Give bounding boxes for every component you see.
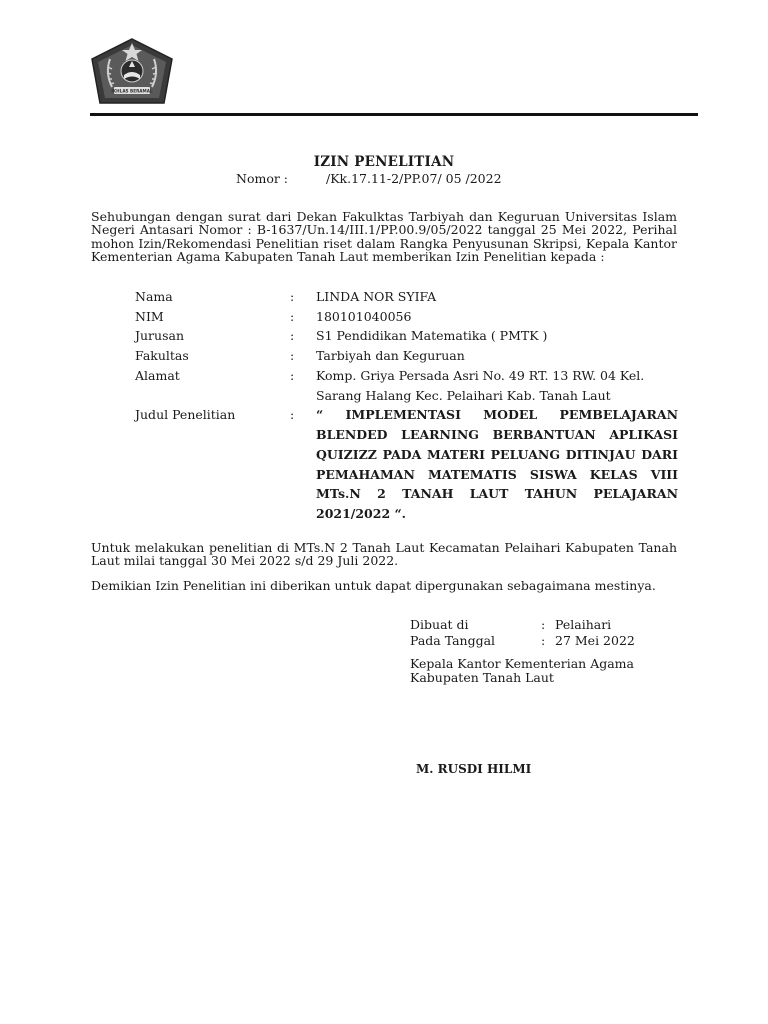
signature-place-date	[410, 617, 635, 649]
letter-number-value: /Kk.17.11-2/PP.07/ 05 /2022	[326, 171, 502, 186]
logo-motto: IKHLAS BERAMAL	[111, 88, 153, 94]
field-label: Nama	[135, 289, 173, 304]
signature-date-row	[410, 633, 635, 649]
place-colon: :	[541, 617, 546, 632]
signature-place-row	[410, 617, 635, 633]
field-colon: :	[290, 328, 295, 344]
field-label: Alamat	[135, 367, 180, 383]
field-row-nim	[135, 307, 678, 327]
field-row-judul-penelitian	[135, 405, 678, 524]
field-label: Jurusan	[135, 328, 185, 344]
field-row-nama	[135, 287, 678, 307]
date-colon: :	[541, 633, 546, 648]
letter-number-label: Nomor :	[236, 171, 289, 186]
date-label: Pada Tanggal	[410, 633, 496, 648]
signer-name: M. RUSDI HILMI	[416, 762, 532, 776]
field-value: 180101040056	[316, 308, 412, 324]
field-value: Tarbiyah dan Keguruan	[316, 348, 465, 364]
field-label: NIM	[135, 308, 164, 324]
place-label: Dibuat di	[410, 617, 469, 632]
field-label: Judul Penelitian	[135, 407, 236, 423]
office-line-1: Kepala Kantor Kementerian Agama	[410, 656, 634, 671]
field-value: LINDA NOR SYIFA	[316, 289, 437, 304]
field-colon: :	[290, 289, 295, 304]
kementerian-agama-emblem-icon	[88, 37, 176, 107]
recipient-details	[135, 287, 678, 524]
field-colon: :	[290, 308, 295, 324]
office-line-2: Kabupaten Tanah Laut	[410, 670, 554, 685]
place-value: Pelaihari	[555, 617, 612, 632]
field-colon: :	[290, 407, 295, 423]
field-row-alamat	[135, 366, 678, 405]
opening-paragraph: Sehubungan dengan surat dari Dekan Fakulktas Tarbiyah dan Keguruan Universitas Islam Negeri Antasari Nomor : B-1637/Un.14/III.1/PP.00.9/05/2022 tanggal 25 Mei 2022, Perihal mohon Izin/Rekomendasi Penelitian riset dalam Rangka Penyusunan Skripsi, Kepala Kantor Kementerian Agama Kabupaten Tanah Laut memberikan Izin Penelitian kepada :	[91, 209, 677, 265]
field-label: Fakultas	[135, 348, 189, 364]
date-value: 27 Mei 2022	[555, 633, 635, 648]
document-title: IZIN PENELITIAN	[313, 154, 455, 170]
signatory-office	[410, 657, 634, 685]
header-divider	[90, 113, 698, 116]
field-colon: :	[290, 367, 295, 383]
field-value: Komp. Griya Persada Asri No. 49 RT. 13 RW. 04 Kel. Sarang Halang Kec. Pelaihari Kab. Tanah Laut	[316, 367, 645, 403]
closing-paragraph: Demikian Izin Penelitian ini diberikan untuk dapat dipergunakan sebagaimana mestinya.	[91, 578, 656, 593]
purpose-paragraph: Untuk melakukan penelitian di MTs.N 2 Tanah Laut Kecamatan Pelaihari Kabupaten Tanah Laut milai tanggal 30 Mei 2022 s/d 29 Juli 2022.	[91, 540, 677, 569]
field-row-jurusan	[135, 326, 678, 346]
field-value: S1 Pendidikan Matematika ( PMTK )	[316, 328, 548, 344]
field-row-fakultas	[135, 346, 678, 366]
research-title: “ IMPLEMENTASI MODEL PEMBELAJARAN BLENDED LEARNING BERBANTUAN APLIKASI QUIZIZZ PADA MATERI PELUANG DITINJAU DARI PEMAHAMAN MATEMATIS SISWA KELAS VIII MTs.N 2 TANAH LAUT TAHUN PELAJARAN 2021/2022 “.	[316, 407, 678, 522]
letter-number	[236, 171, 502, 186]
field-colon: :	[290, 348, 295, 364]
